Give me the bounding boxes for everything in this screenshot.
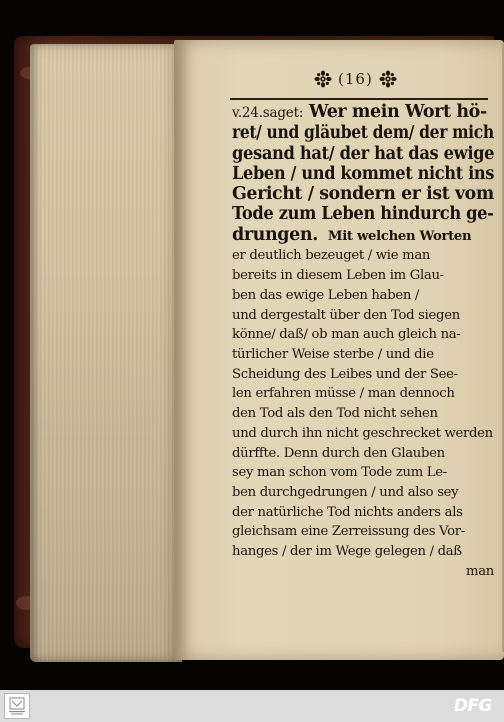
- dfg-logo[interactable]: DFG: [453, 696, 492, 716]
- text-line: und dergestalt über den Tod siegen: [232, 307, 460, 323]
- text-line: gleichsam eine Zerreissung des Vor-: [232, 524, 465, 540]
- ornament-flower-icon: [379, 70, 397, 88]
- text-line: ben das ewige Leben haben /: [232, 287, 420, 303]
- text-line: dürffte. Denn durch den Glauben: [232, 445, 445, 461]
- viewer-footer-bar: [0, 690, 504, 722]
- text-line: bereits in diesem Leben im Glau-: [232, 268, 444, 284]
- book-photo: [14, 30, 504, 670]
- text-line: könne/ daß/ ob man auch gleich na-: [232, 327, 461, 343]
- page-number: (16): [338, 70, 373, 88]
- text-line: der natürliche Tod nichts anders als: [232, 504, 463, 520]
- library-emblem-icon: [5, 694, 29, 718]
- body-text: [232, 102, 494, 581]
- text-line: hanges / der im Wege gelegen / daß: [232, 544, 462, 560]
- text-line: den Tod als den Tod nicht sehen: [232, 406, 438, 422]
- header-rule: [230, 98, 488, 100]
- text-line: Tode zum Leben hindurch ge-: [232, 204, 494, 225]
- library-logo[interactable]: [4, 693, 30, 719]
- text-line: v.24.saget: Wer mein Wort hö-: [232, 102, 487, 122]
- text-line: ret/ und gläubet dem/ der mich: [232, 123, 494, 144]
- text-line: gesand hat/ der hat das ewige: [232, 143, 495, 164]
- text-line: Leben / und kommet nicht ins: [232, 163, 495, 184]
- text-line: sey man schon vom Tode zum Le-: [232, 465, 447, 481]
- text-line: len erfahren müsse / man dennoch: [232, 386, 455, 402]
- page-stack-shading: [30, 44, 182, 662]
- text-line: Gericht / sondern er ist vom: [232, 184, 494, 205]
- text-line: und durch ihn nicht geschrecket werden: [232, 425, 493, 441]
- verse-reference: v.24.saget:: [232, 105, 304, 121]
- book-page: [174, 40, 504, 660]
- text-line: Scheidung des Leibes und der See-: [232, 366, 458, 382]
- page-header: [314, 70, 397, 88]
- ornament-flower-icon: [314, 70, 332, 88]
- text-line: er deutlich bezeuget / wie man: [232, 248, 431, 264]
- catchword: man: [466, 563, 494, 579]
- text-line: türlicher Weise sterbe / und die: [232, 347, 434, 362]
- text-line: drungen. Mit welchen Worten: [232, 224, 472, 245]
- text-line: ben durchgedrungen / und also sey: [232, 484, 459, 500]
